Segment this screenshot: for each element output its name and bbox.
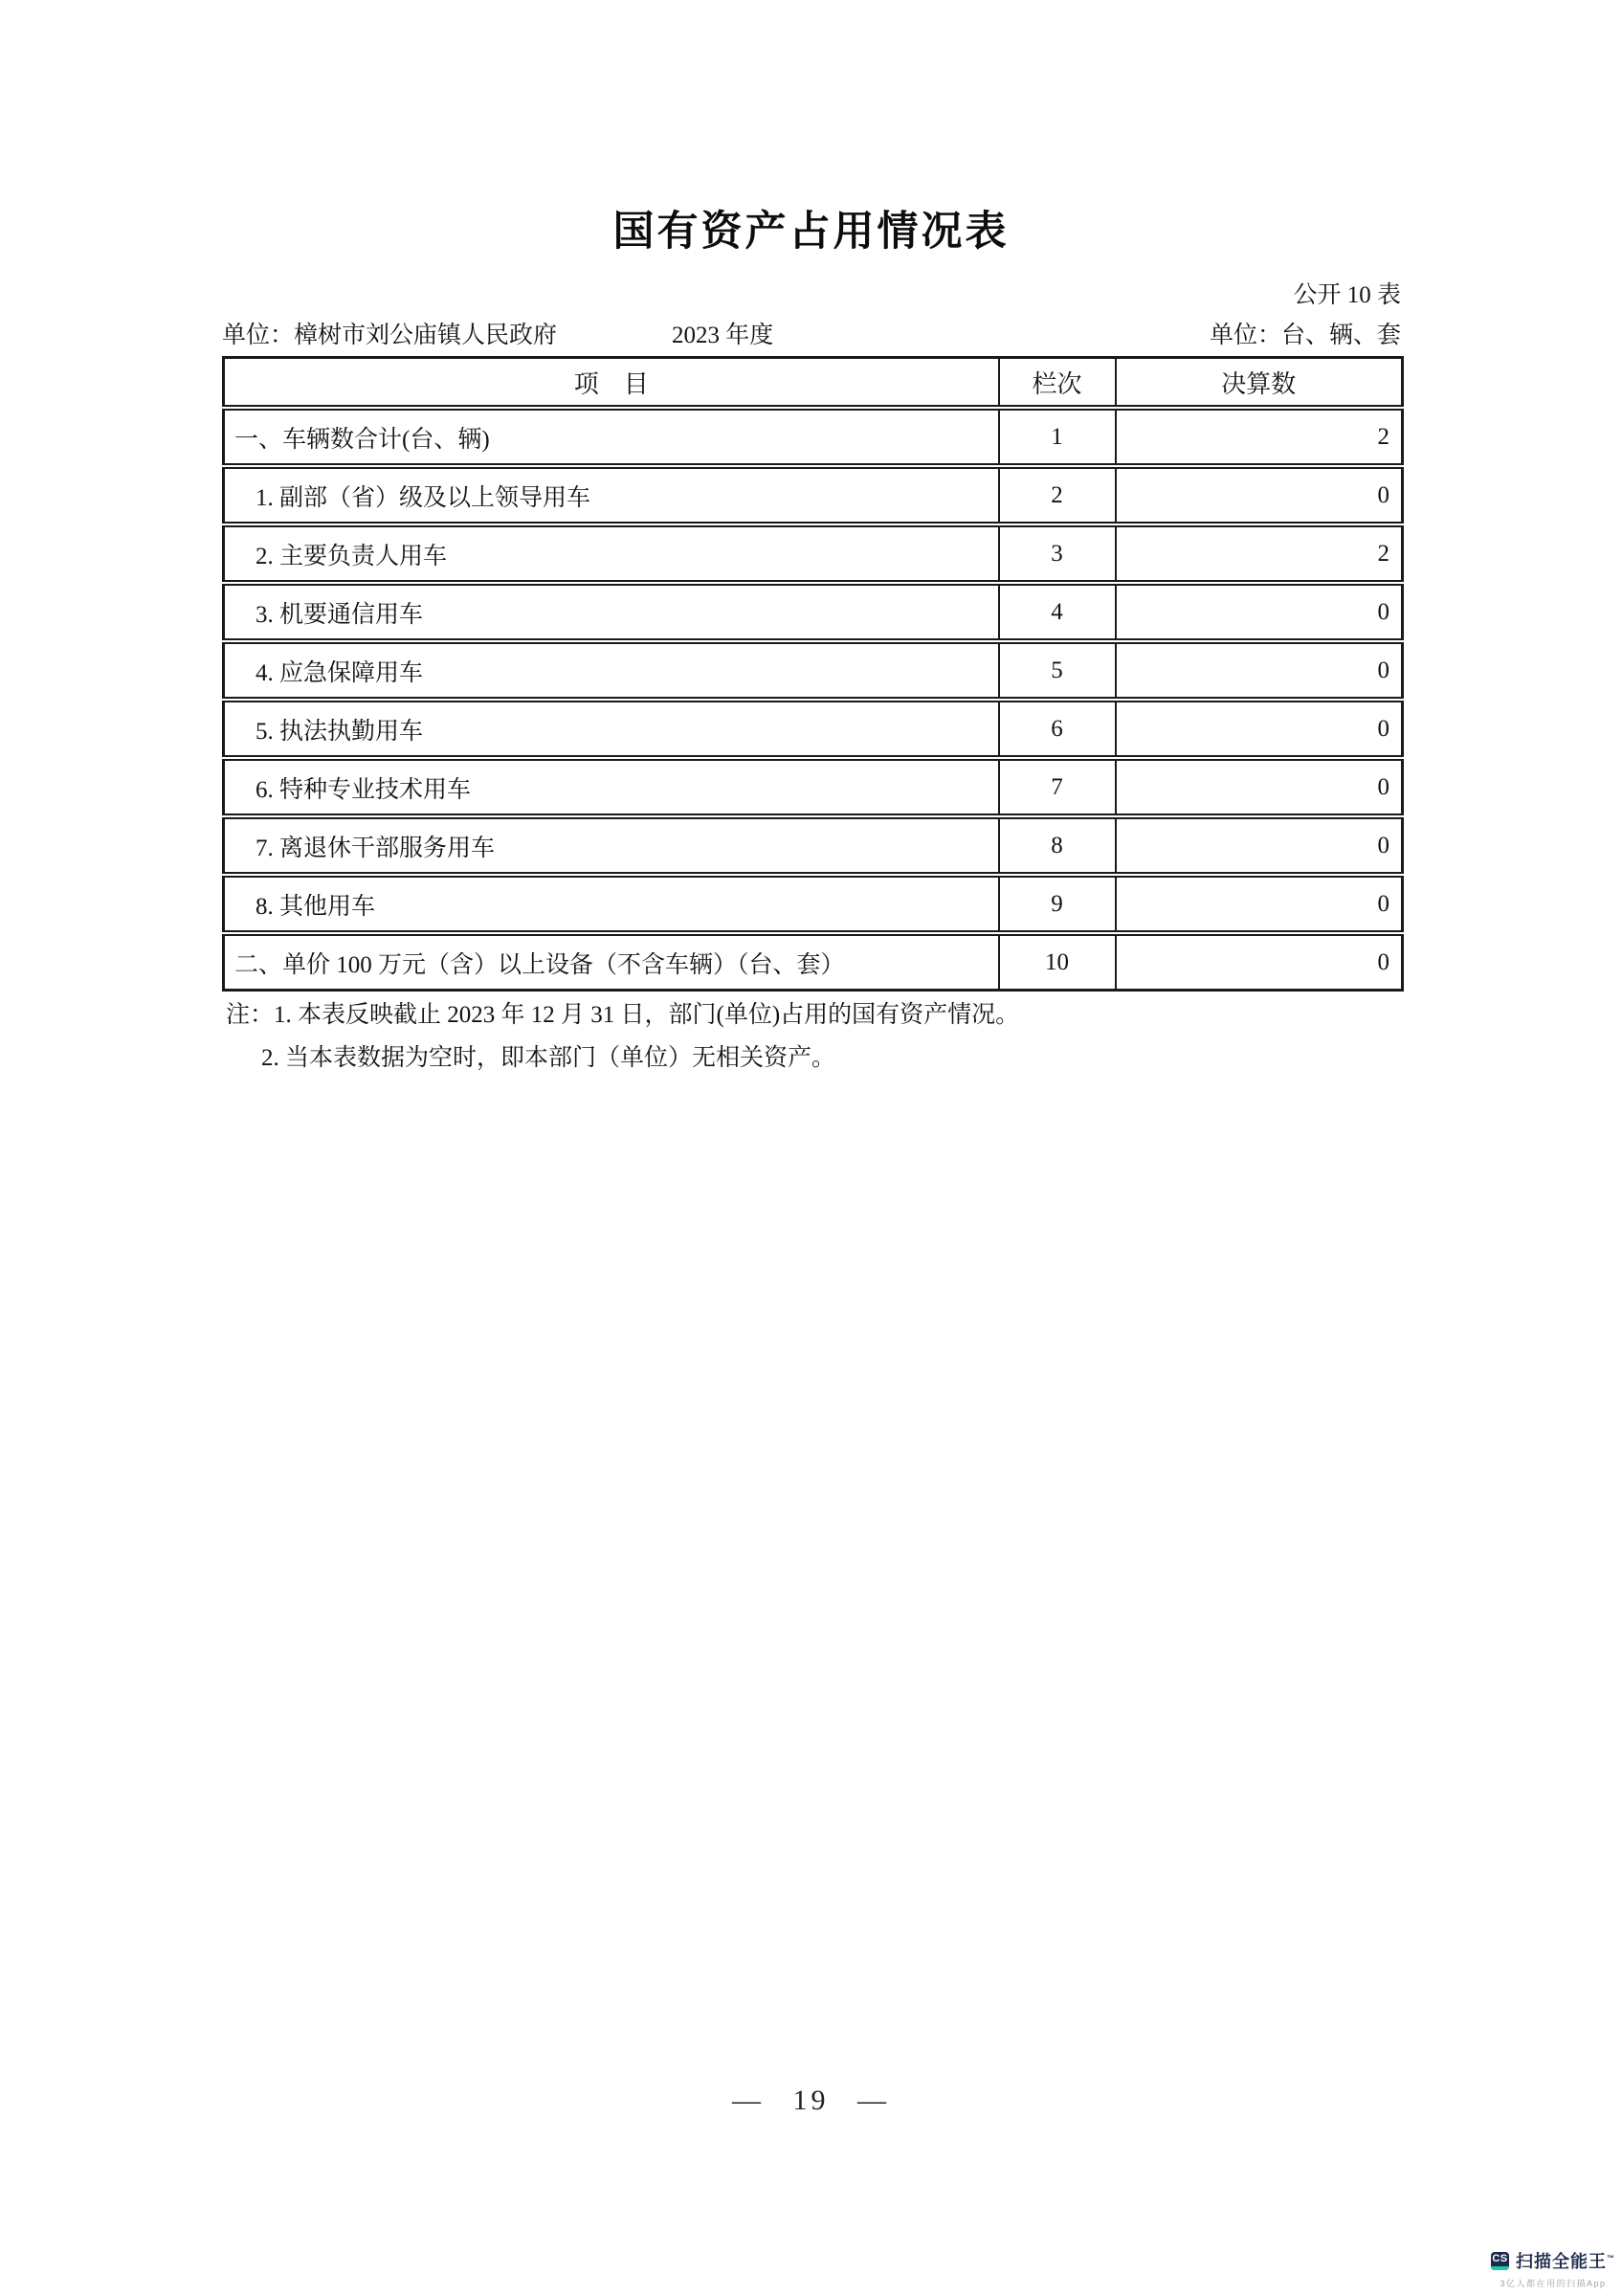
amount-cell: 0 bbox=[1116, 816, 1403, 875]
note-line-2: 2. 当本表数据为空时，即本部门（单位）无相关资产。 bbox=[261, 1045, 836, 1071]
item-cell: 5. 执法执勤用车 bbox=[224, 700, 999, 758]
public-table-label: 公开 10 表 bbox=[1293, 282, 1401, 308]
page-title: 国有资产占用情况表 bbox=[612, 209, 1010, 255]
table-row bbox=[224, 641, 1403, 700]
table-row bbox=[224, 583, 1403, 641]
amount-cell: 2 bbox=[1116, 524, 1403, 583]
scanner-watermark bbox=[1491, 2248, 1615, 2289]
table-row bbox=[224, 875, 1403, 933]
item-cell: 一、车辆数合计(台、辆) bbox=[224, 408, 999, 466]
item-cell: 1. 副部（省）级及以上领导用车 bbox=[224, 466, 999, 524]
column-number-cell: 8 bbox=[999, 816, 1116, 875]
item-cell: 8. 其他用车 bbox=[224, 875, 999, 933]
column-number-cell: 2 bbox=[999, 466, 1116, 524]
info-row bbox=[222, 316, 1401, 350]
state-assets-table bbox=[222, 356, 1404, 992]
item-cell: 6. 特种专业技术用车 bbox=[224, 758, 999, 816]
column-number-cell: 10 bbox=[999, 933, 1116, 991]
table-notes bbox=[226, 993, 1019, 1080]
item-cell: 7. 离退休干部服务用车 bbox=[224, 816, 999, 875]
table-row bbox=[224, 933, 1403, 991]
column-number-cell: 6 bbox=[999, 700, 1116, 758]
amount-cell: 0 bbox=[1116, 700, 1403, 758]
measurement-unit: 单位：台、辆、套 bbox=[1209, 323, 1401, 348]
column-number-cell: 4 bbox=[999, 583, 1116, 641]
table-row bbox=[224, 466, 1403, 524]
page-number: — 19 — bbox=[732, 2084, 890, 2116]
table-row bbox=[224, 816, 1403, 875]
trademark-symbol: ™ bbox=[1607, 2254, 1615, 2263]
watermark-tagline: 3亿人都在用的扫描App bbox=[1500, 2279, 1607, 2288]
item-cell: 2. 主要负责人用车 bbox=[224, 524, 999, 583]
column-number-cell: 3 bbox=[999, 524, 1116, 583]
column-number-cell: 7 bbox=[999, 758, 1116, 816]
item-cell: 4. 应急保障用车 bbox=[224, 641, 999, 700]
header-amount: 决算数 bbox=[1116, 358, 1403, 409]
table-header-row bbox=[224, 358, 1403, 409]
header-item: 项 目 bbox=[224, 358, 999, 409]
column-number-cell: 9 bbox=[999, 875, 1116, 933]
teal-swoosh bbox=[1491, 2266, 1509, 2270]
watermark-logo-row bbox=[1491, 2248, 1615, 2273]
camscanner-cs-icon: CS bbox=[1491, 2252, 1509, 2270]
note-line-1: 注：1. 本表反映截止 2023 年 12 月 31 日，部门(单位)占用的国有资产情况。 bbox=[226, 1002, 1020, 1028]
amount-cell: 0 bbox=[1116, 933, 1403, 991]
column-number-cell: 5 bbox=[999, 641, 1116, 700]
table-row bbox=[224, 408, 1403, 466]
item-cell: 3. 机要通信用车 bbox=[224, 583, 999, 641]
amount-cell: 0 bbox=[1116, 641, 1403, 700]
amount-cell: 0 bbox=[1116, 583, 1403, 641]
reporting-unit: 单位：樟树市刘公庙镇人民政府 bbox=[222, 323, 558, 348]
amount-cell: 0 bbox=[1116, 466, 1403, 524]
table-row bbox=[224, 700, 1403, 758]
amount-cell: 0 bbox=[1116, 758, 1403, 816]
watermark-app-name: 扫描全能王™ bbox=[1516, 2252, 1615, 2271]
fiscal-year: 2023 年度 bbox=[672, 323, 774, 348]
table-body bbox=[224, 408, 1403, 991]
item-cell: 二、单价 100 万元（含）以上设备（不含车辆）（台、套） bbox=[224, 933, 999, 991]
amount-cell: 2 bbox=[1116, 408, 1403, 466]
column-number-cell: 1 bbox=[999, 408, 1116, 466]
amount-cell: 0 bbox=[1116, 875, 1403, 933]
header-column: 栏次 bbox=[999, 358, 1116, 409]
table-row bbox=[224, 524, 1403, 583]
table-row bbox=[224, 758, 1403, 816]
